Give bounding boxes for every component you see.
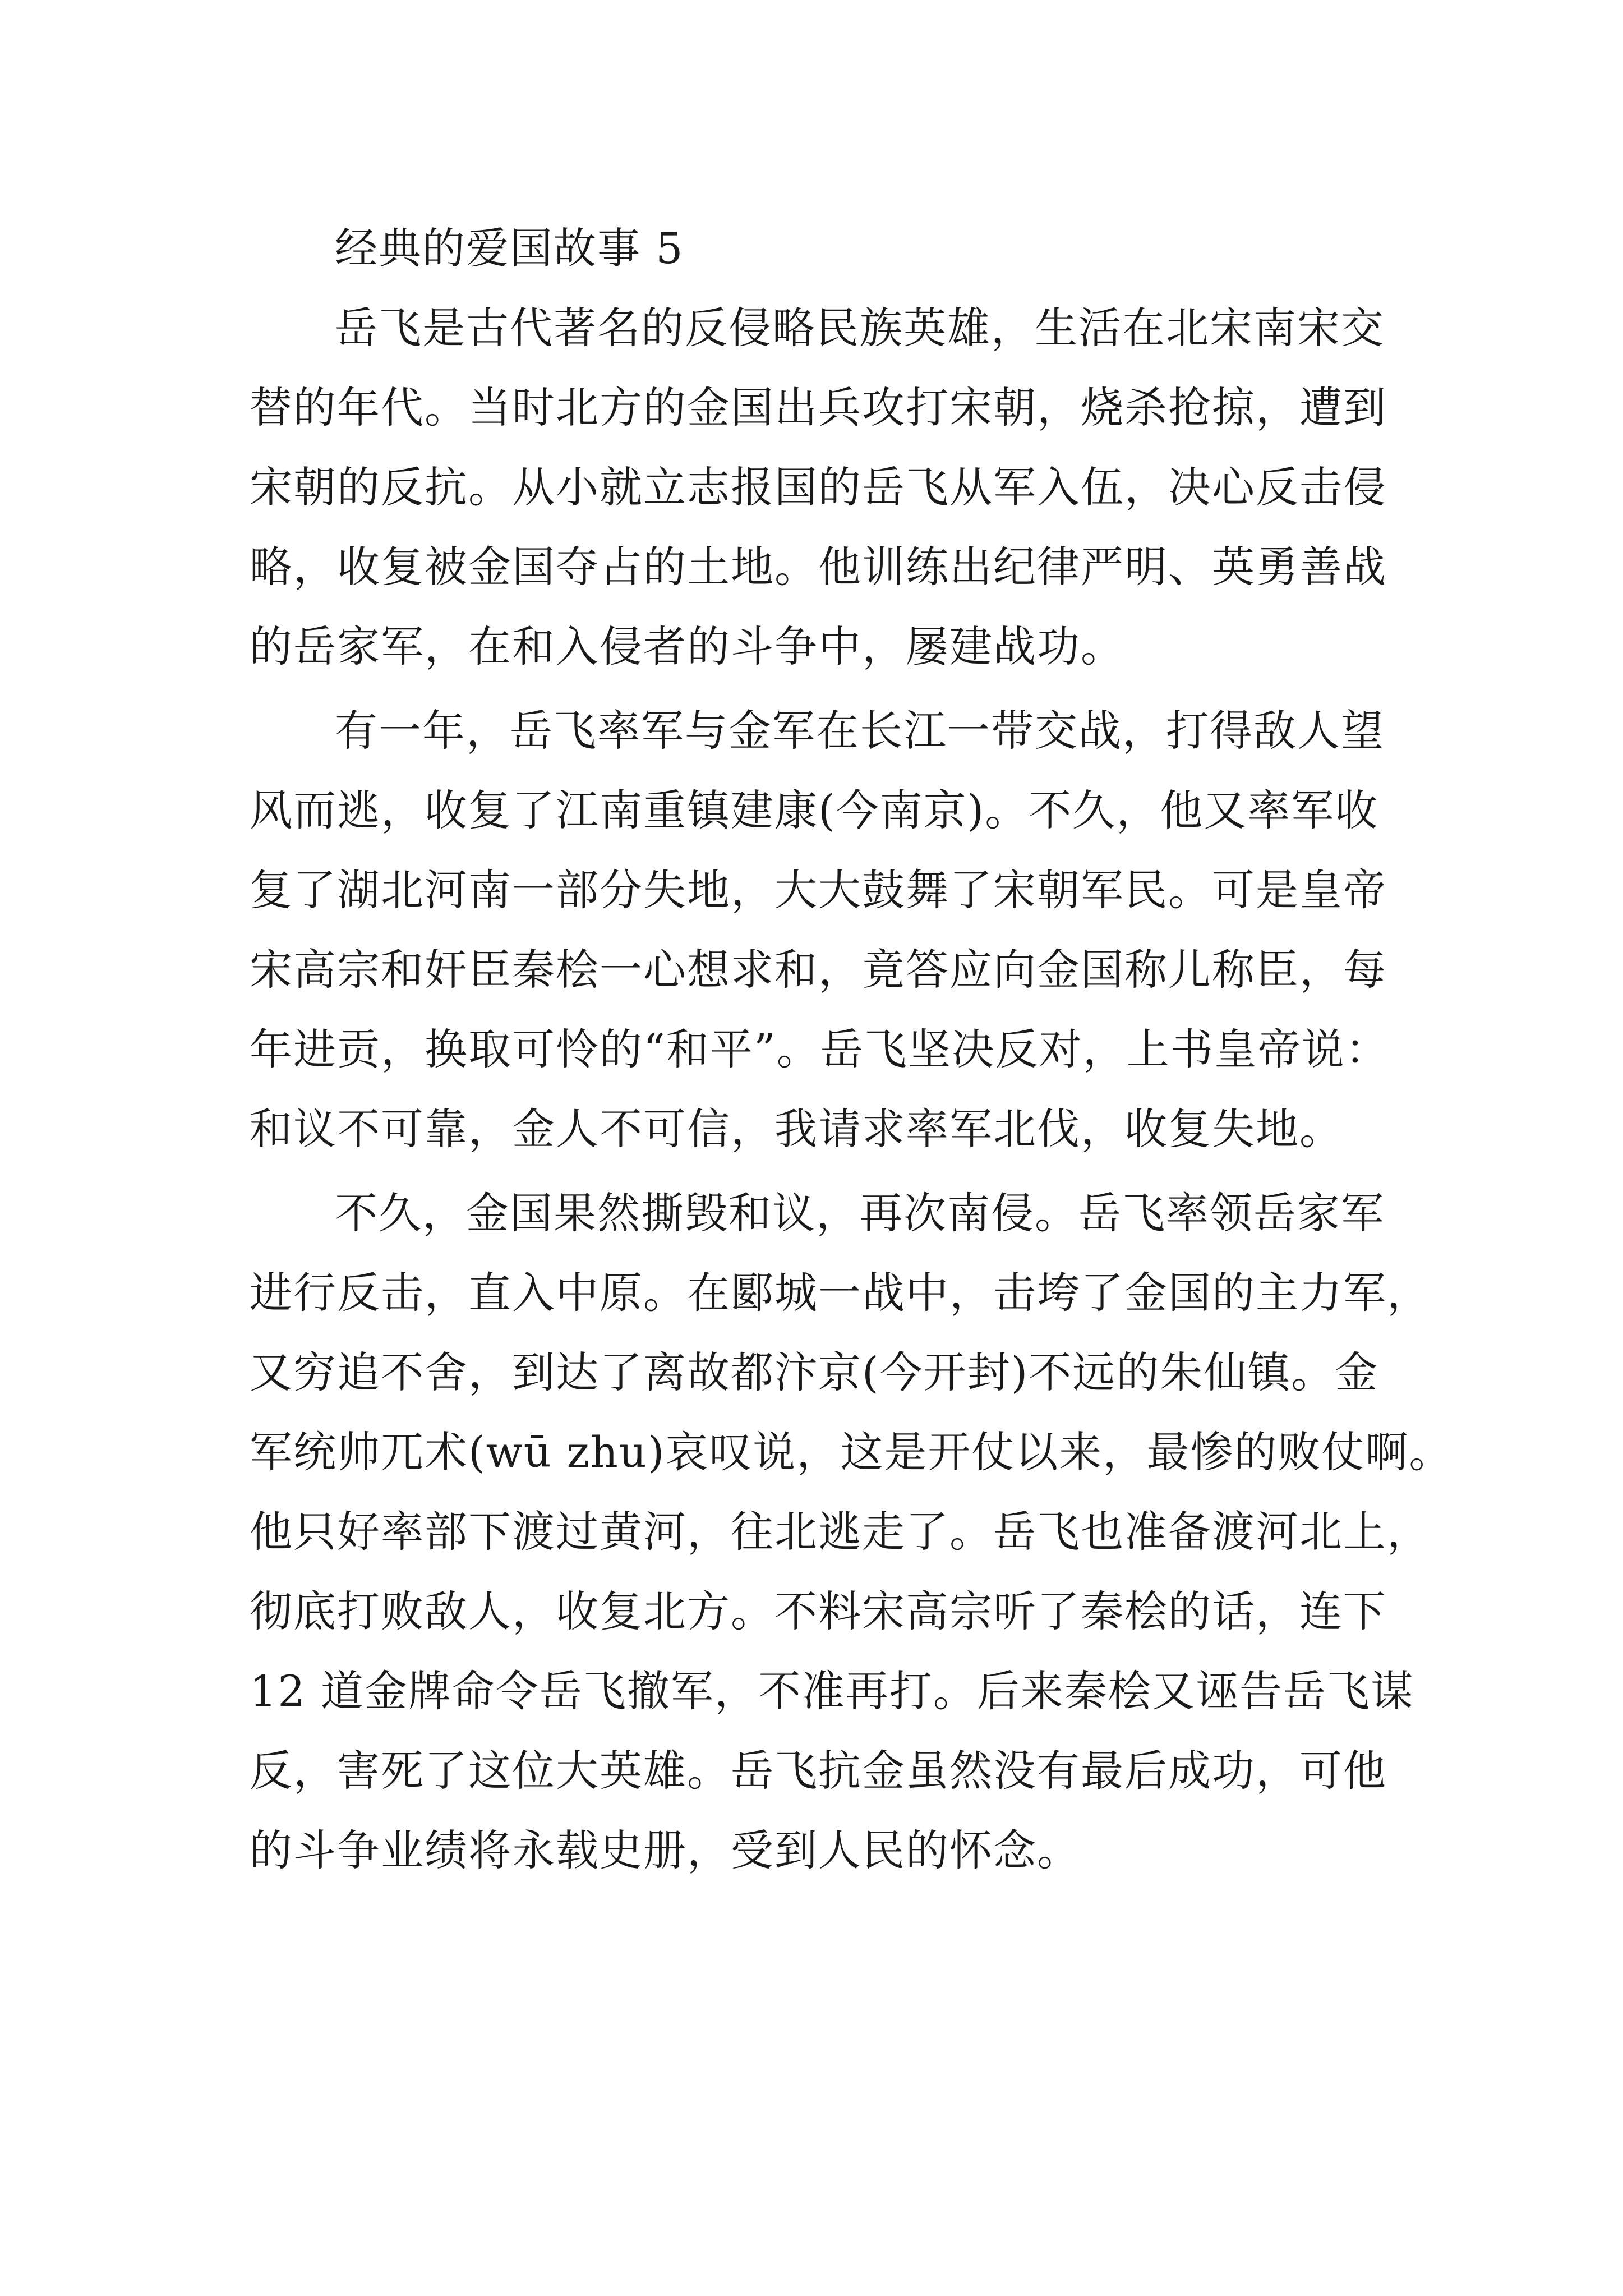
paragraph-line: 的岳家军，在和入侵者的斗争中，屡建战功。 (250, 622, 1124, 671)
paragraph-line: 风而逃，收复了江南重镇建康(今南京)。不久，他又率军收 (250, 785, 1379, 835)
paragraph-line: 军统帅兀术(wū zhu)哀叹说，这是开仗以来，最惨的败仗啊。 (250, 1427, 1453, 1477)
paragraph-line: 略，收复被金国夺占的土地。他训练出纪律严明、英勇善战 (250, 542, 1387, 592)
paragraph-1 (250, 288, 1416, 687)
paragraph-3 (250, 1174, 1453, 1890)
paragraph-line: 又穷追不舍，到达了离故都汴京(今开封)不远的朱仙镇。金 (250, 1347, 1379, 1397)
paragraph-line: 不久，金国果然撕毁和议，再次南侵。岳飞率领岳家军 (335, 1188, 1385, 1238)
paragraph-line: 复了湖北河南一部分失地，大大鼓舞了宋朝军民。可是皇帝 (250, 865, 1387, 915)
paragraph-line: 进行反击，直入中原。在郾城一战中，击垮了金国的主力军， (250, 1268, 1431, 1318)
paragraph-2 (250, 691, 1416, 1169)
paragraph-line: 岳飞是古代著名的反侵略民族英雄，生活在北宋南宋交 (335, 303, 1385, 353)
paragraph-line: 的斗争业绩将永载史册，受到人民的怀念。 (250, 1825, 1081, 1875)
paragraph-line: 和议不可靠，金人不可信，我请求率军北伐，收复失地。 (250, 1104, 1343, 1154)
paragraph-line: 年进贡，换取可怜的“和平”。岳飞坚决反对，上书皇帝说： (250, 1024, 1389, 1074)
paragraph-line: 宋高宗和奸臣秦桧一心想求和，竟答应向金国称儿称臣，每 (250, 945, 1387, 995)
paragraph-line: 反，害死了这位大英雄。岳飞抗金虽然没有最后成功，可他 (250, 1746, 1387, 1796)
paragraph-line: 他只好率部下渡过黄河，往北逃走了。岳飞也准备渡河北上， (250, 1507, 1431, 1557)
paragraph-line: 彻底打败敌人，收复北方。不料宋高宗听了秦桧的话，连下 (250, 1586, 1387, 1636)
paragraph-line: 有一年，岳飞率军与金军在长江一带交战，打得敌人望 (335, 706, 1385, 756)
paragraph-line: 12 道金牌命令岳飞撤军，不准再打。后来秦桧又诬告岳飞谋 (250, 1666, 1414, 1716)
document-title: 经典的爱国故事 5 (335, 223, 684, 273)
paragraph-line: 宋朝的反抗。从小就立志报国的岳飞从军入伍，决心反击侵 (250, 462, 1387, 512)
paragraph-line: 替的年代。当时北方的金国出兵攻打宋朝，烧杀抢掠，遭到 (250, 383, 1387, 432)
article-body (250, 209, 1453, 1890)
